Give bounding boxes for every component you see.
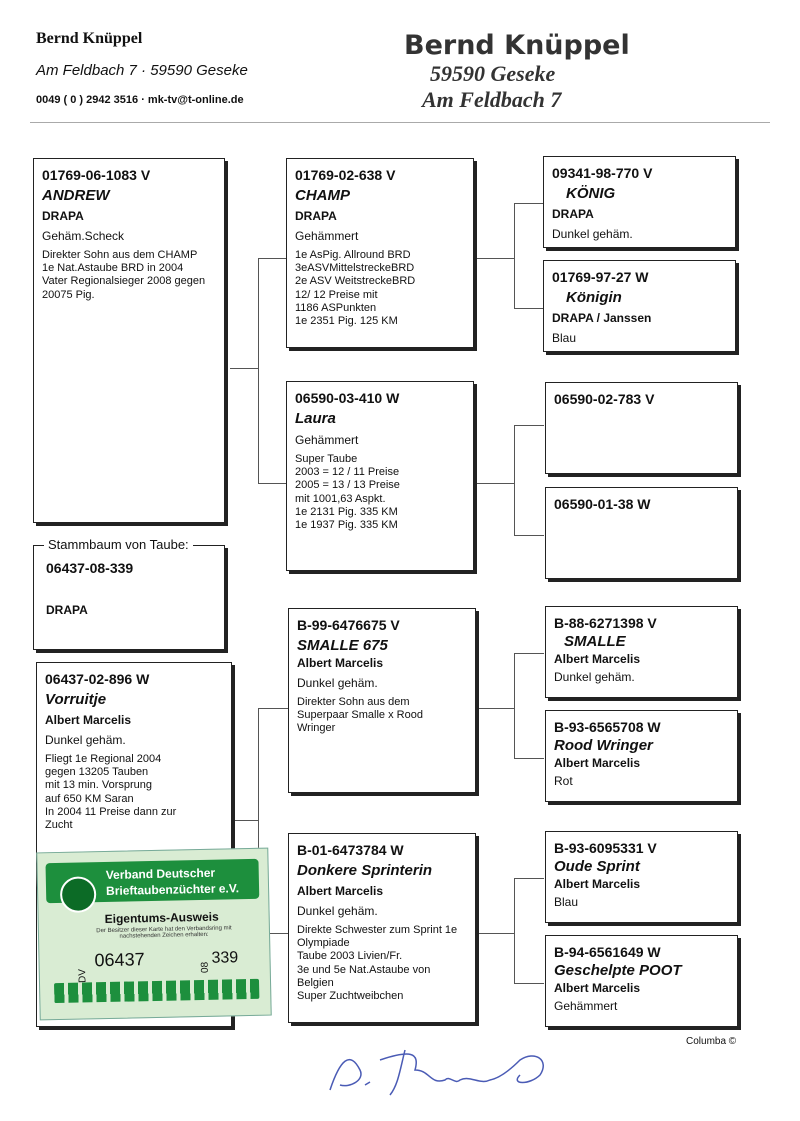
breed: Albert Marcelis	[554, 981, 641, 995]
card-subtitle: Der Besitzer dieser Karte hat den Verbandsring mit nachstehenden Zeichen erhalten:	[96, 925, 232, 940]
ring-number: B-94-6561649 W	[554, 944, 661, 960]
sire-dam-box	[286, 381, 474, 571]
ring-number: B-93-6565708 W	[554, 719, 661, 735]
connector	[258, 708, 288, 709]
subject-ring: 06437-08-339	[46, 560, 134, 576]
color: Blau	[552, 331, 577, 345]
ddd-box	[545, 935, 738, 1027]
card-org-line1: Verband Deutscher	[105, 865, 216, 882]
connector	[514, 653, 515, 758]
ring-number: 01769-06-1083 V	[42, 167, 151, 183]
pigeon-name: Laura	[295, 410, 336, 427]
breeder-address: Am Feldbach 7 · 59590 Geseke	[36, 62, 248, 79]
breed: Albert Marcelis	[297, 884, 384, 898]
notes: Direkter Sohn aus dem CHAMP 1e Nat.Astaube BRD in 2004 Vater Regionalsieger 2008 gegen 20075 Pig.	[42, 249, 206, 301]
color: Rot	[554, 774, 573, 788]
connector	[474, 258, 514, 259]
ownership-card	[36, 848, 271, 1021]
ring-number: 06590-03-410 W	[295, 390, 400, 406]
dsd-box	[545, 710, 738, 802]
connector	[514, 203, 515, 308]
breeder-name: Bernd Knüppel	[36, 30, 143, 47]
pigeon-name: ANDREW	[42, 187, 110, 204]
color: Dunkel gehäm.	[297, 676, 378, 690]
stamp-city: 59590 Geseke	[430, 61, 556, 86]
subject-breed: DRAPA	[46, 603, 88, 617]
connector	[258, 258, 288, 259]
pigeon-name: Vorruitje	[45, 691, 107, 708]
connector	[514, 653, 544, 654]
notes: 1e AsPig. Allround BRD 3eASVMittelstreckeBRD 2e ASV WeitstreckeBRD 12/ 12 Preise mit 1186 ASPunkten 1e 2351 Pig. 125 KM	[295, 249, 416, 327]
pigeon-name: Rood Wringer	[554, 737, 653, 754]
color: Gehämmert	[295, 433, 359, 447]
color: Gehämmert	[554, 999, 618, 1013]
connector	[514, 878, 544, 879]
card-number: 06437	[94, 949, 145, 971]
sss-box	[543, 156, 736, 248]
connector	[514, 758, 544, 759]
ring-number: 06590-02-783 V	[554, 391, 655, 407]
breed: Albert Marcelis	[554, 756, 641, 770]
breeder-contact: 0049 ( 0 ) 2942 3516 · mk-tv@t-online.de	[36, 94, 244, 106]
connector	[474, 708, 514, 709]
connector	[230, 368, 258, 369]
breed: Albert Marcelis	[45, 713, 132, 727]
breed: DRAPA	[42, 209, 84, 223]
notes: Direkte Schwester zum Sprint 1e Olympiade Taube 2003 Livien/Fr. 3e und 5e Nat.Astaube von Belgien Super Zuchtweibchen	[297, 924, 458, 1002]
breed: Albert Marcelis	[554, 652, 641, 666]
color: Gehäm.Scheck	[42, 229, 125, 243]
breed: DRAPA / Janssen	[552, 311, 652, 325]
connector	[230, 820, 258, 821]
pigeon-name: SMALLE	[564, 633, 626, 650]
dss-box	[545, 606, 738, 698]
ring-number: B-93-6095331 V	[554, 840, 657, 856]
connector	[514, 203, 544, 204]
pigeon-name: CHAMP	[295, 187, 350, 204]
address-stamp	[400, 30, 630, 113]
pigeon-name: Oude Sprint	[554, 858, 640, 875]
ring-number: B-01-6473784 W	[297, 842, 404, 858]
ssd-box	[543, 260, 736, 352]
connector	[514, 425, 544, 426]
notes: Super Taube 2003 = 12 / 11 Preise 2005 = 13 / 13 Preise mit 1001,63 Aspkt. 1e 2131 Pig. 335 KM 1e 1937 Pig. 335 KM	[295, 453, 400, 531]
color: Dunkel gehäm.	[552, 227, 633, 241]
sdd-box	[545, 487, 738, 579]
dove-logo-icon	[60, 876, 97, 913]
pigeon-name: Geschelpte POOT	[554, 962, 682, 979]
sds-box	[545, 382, 738, 474]
dam-dam-box	[288, 833, 476, 1023]
dds-box	[545, 831, 738, 923]
sire-sire-box	[286, 158, 474, 348]
breed: Albert Marcelis	[554, 877, 641, 891]
pedigree-title: Stammbaum von Taube:	[44, 537, 193, 552]
color: Dunkel gehäm.	[297, 904, 378, 918]
ring-number: B-88-6271398 V	[554, 615, 657, 631]
color: Gehämmert	[295, 229, 359, 243]
connector	[474, 483, 514, 484]
copyright: Columba ©	[686, 1036, 737, 1047]
card-serial: 339	[211, 949, 239, 967]
pigeon-name: KÖNIG	[566, 185, 616, 202]
connector	[514, 308, 544, 309]
connector	[514, 878, 515, 983]
stamp-street: Am Feldbach 7	[422, 87, 562, 112]
ring-number: 09341-98-770 V	[552, 165, 653, 181]
connector	[514, 983, 544, 984]
breed: Albert Marcelis	[297, 656, 384, 670]
connector	[258, 258, 259, 483]
notes: Fliegt 1e Regional 2004 gegen 13205 Tauben mit 13 min. Vorsprung auf 650 KM Saran In 2004 11 Preise dann zur Zucht	[45, 753, 177, 831]
breed: DRAPA	[552, 207, 594, 221]
connector	[514, 535, 544, 536]
ring-number: B-99-6476675 V	[297, 617, 400, 633]
ring-number: 01769-02-638 V	[295, 167, 396, 183]
card-year: 08	[199, 961, 211, 974]
stamp-name: Bernd Knüppel	[404, 30, 630, 61]
notes: Direkter Sohn aus dem Superpaar Smalle x Rood Wringer	[297, 696, 423, 735]
pigeon-name: SMALLE 675	[297, 637, 388, 654]
ring-number: 01769-97-27 W	[552, 269, 649, 285]
connector	[474, 933, 514, 934]
signature	[320, 1040, 580, 1100]
color: Dunkel gehäm.	[45, 733, 126, 747]
card-title: Eigentums-Ausweis	[104, 909, 219, 927]
color: Dunkel gehäm.	[554, 670, 635, 684]
card-dv: DV	[77, 968, 89, 984]
card-org-line2: Brieftaubenzüchter e.V.	[105, 881, 240, 898]
dam-sire-box	[288, 608, 476, 793]
color: Blau	[554, 895, 579, 909]
breed: DRAPA	[295, 209, 337, 223]
connector	[258, 483, 288, 484]
ring-number: 06590-01-38 W	[554, 496, 651, 512]
pigeon-name: Donkere Sprinterin	[297, 862, 433, 879]
card-header	[45, 859, 259, 903]
pigeon-name: Königin	[566, 289, 622, 306]
sire-box	[33, 158, 225, 523]
card-pattern	[54, 979, 259, 1003]
connector	[514, 425, 515, 535]
ring-number: 06437-02-896 W	[45, 671, 150, 687]
header-divider	[30, 122, 770, 123]
